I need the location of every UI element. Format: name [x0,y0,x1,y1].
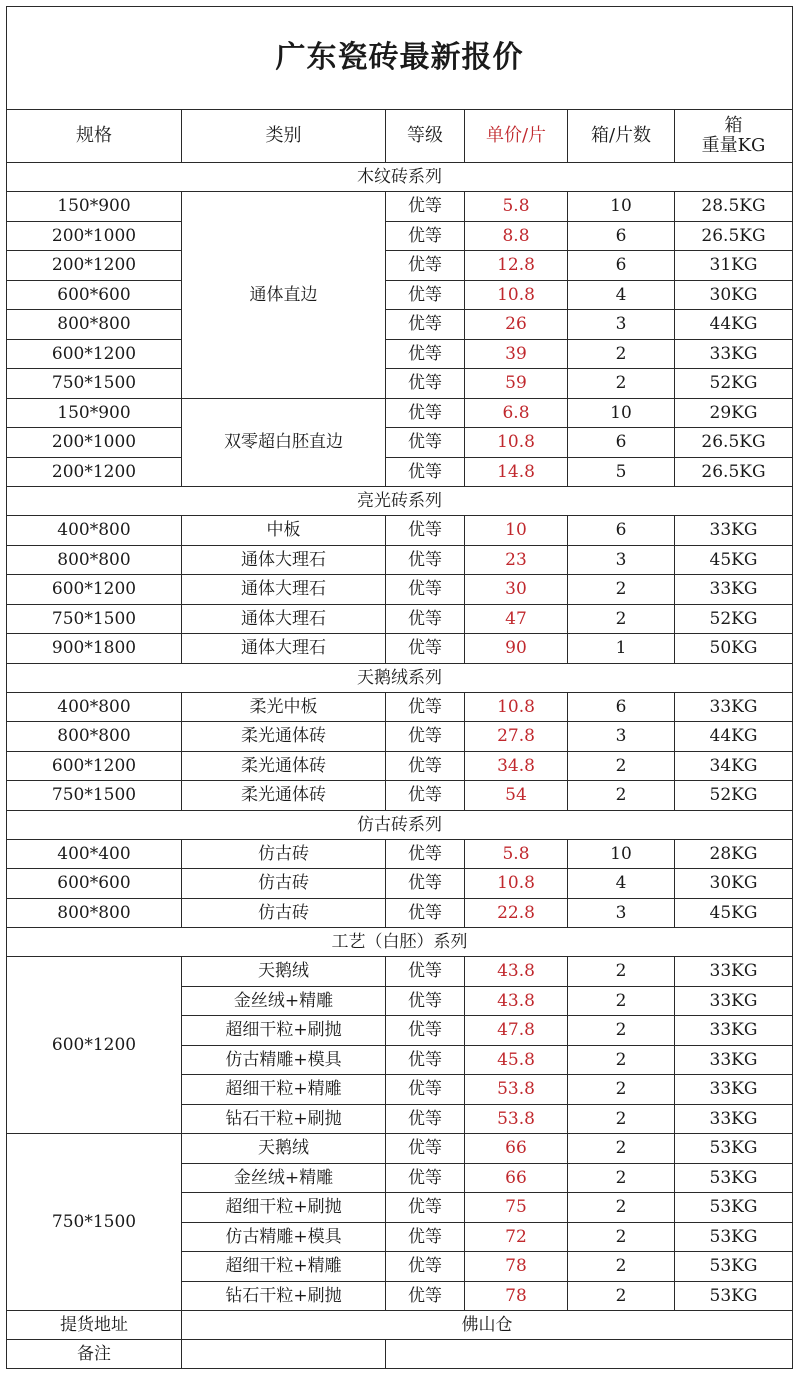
pieces-cell: 2 [568,1016,675,1046]
spec-cell: 800*800 [7,722,182,752]
price-cell: 45.8 [465,1045,568,1075]
section-title: 工艺（白胚）系列 [7,928,793,957]
price-cell: 23 [465,545,568,575]
price-cell: 47.8 [465,1016,568,1046]
header-box-weight-line1: 箱 [724,115,743,136]
table-row [7,339,793,369]
remarks-row [7,1340,793,1369]
weight-cell: 26.5KG [675,221,793,251]
weight-cell: 33KG [675,1104,793,1134]
section-title: 仿古砖系列 [7,810,793,839]
pieces-cell: 2 [568,369,675,399]
spec-cell: 600*600 [7,280,182,310]
grade-cell: 优等 [386,457,465,487]
price-cell: 30 [465,575,568,605]
section-row [7,810,793,839]
pieces-cell: 2 [568,781,675,811]
spec-cell: 800*800 [7,898,182,928]
pieces-cell: 3 [568,310,675,340]
section-title: 木纹砖系列 [7,163,793,192]
table-row [7,1134,793,1164]
category-cell: 柔光通体砖 [182,781,386,811]
grade-cell: 优等 [386,986,465,1016]
price-cell: 72 [465,1222,568,1252]
grade-cell: 优等 [386,369,465,399]
table-row [7,604,793,634]
weight-cell: 33KG [675,575,793,605]
spec-cell: 750*1500 [7,781,182,811]
weight-cell: 33KG [675,339,793,369]
price-cell: 39 [465,339,568,369]
price-cell: 22.8 [465,898,568,928]
weight-cell: 53KG [675,1252,793,1282]
price-cell: 47 [465,604,568,634]
category-cell: 超细干粒+刷抛 [182,1016,386,1046]
spec-cell: 800*800 [7,545,182,575]
spec-cell: 750*1500 [7,604,182,634]
category-cell: 柔光通体砖 [182,722,386,752]
weight-cell: 50KG [675,634,793,664]
table-row [7,898,793,928]
weight-cell: 45KG [675,898,793,928]
price-cell: 10.8 [465,869,568,899]
grade-cell: 优等 [386,634,465,664]
spec-cell: 600*1200 [7,339,182,369]
category-cell: 通体大理石 [182,604,386,634]
pieces-cell: 10 [568,192,675,222]
grade-cell: 优等 [386,1075,465,1105]
weight-cell: 53KG [675,1163,793,1193]
price-cell: 43.8 [465,986,568,1016]
spec-cell: 200*1200 [7,457,182,487]
price-cell: 6.8 [465,398,568,428]
table-row [7,545,793,575]
grade-cell: 优等 [386,428,465,458]
table-row [7,839,793,869]
price-cell: 14.8 [465,457,568,487]
category-cell: 仿古砖 [182,898,386,928]
pieces-cell: 2 [568,1045,675,1075]
spec-cell: 600*1200 [7,751,182,781]
pieces-cell: 3 [568,722,675,752]
grade-cell: 优等 [386,692,465,722]
grade-cell: 优等 [386,1134,465,1164]
category-cell: 通体大理石 [182,634,386,664]
table-row [7,192,793,222]
category-cell: 仿古精雕+模具 [182,1045,386,1075]
price-cell: 78 [465,1252,568,1282]
weight-cell: 26.5KG [675,457,793,487]
header-grade: 等级 [386,110,465,163]
section-title: 亮光砖系列 [7,487,793,516]
weight-cell: 44KG [675,310,793,340]
grade-cell: 优等 [386,310,465,340]
weight-cell: 29KG [675,398,793,428]
table-row [7,634,793,664]
header-box-weight-line2: 重量KG [701,135,766,156]
grade-cell: 优等 [386,339,465,369]
table-row [7,369,793,399]
price-cell: 53.8 [465,1075,568,1105]
pieces-cell: 4 [568,280,675,310]
header-row [7,110,793,163]
price-cell: 66 [465,1134,568,1164]
weight-cell: 53KG [675,1193,793,1223]
remarks-value-left [182,1340,386,1369]
pieces-cell: 6 [568,428,675,458]
header-unit-price: 单价/片 [465,110,568,163]
price-cell: 54 [465,781,568,811]
grade-cell: 优等 [386,1163,465,1193]
table-row [7,869,793,899]
spec-cell: 400*800 [7,692,182,722]
weight-cell: 33KG [675,516,793,546]
grade-cell: 优等 [386,1045,465,1075]
weight-cell: 52KG [675,369,793,399]
weight-cell: 53KG [675,1281,793,1311]
pickup-row [7,1311,793,1340]
grade-cell: 优等 [386,221,465,251]
price-cell: 53.8 [465,1104,568,1134]
price-cell: 27.8 [465,722,568,752]
price-sheet [6,6,792,1369]
grade-cell: 优等 [386,1222,465,1252]
header-category: 类别 [182,110,386,163]
category-cell: 仿古砖 [182,839,386,869]
pickup-value: 佛山仓 [182,1311,793,1340]
grade-cell: 优等 [386,781,465,811]
weight-cell: 33KG [675,692,793,722]
weight-cell: 52KG [675,604,793,634]
spec-cell: 600*600 [7,869,182,899]
section-title: 天鹅绒系列 [7,663,793,692]
pieces-cell: 2 [568,1075,675,1105]
price-cell: 10 [465,516,568,546]
table-row [7,221,793,251]
category-cell: 通体直边 [182,192,386,399]
pieces-cell: 2 [568,751,675,781]
price-cell: 10.8 [465,428,568,458]
category-cell: 通体大理石 [182,575,386,605]
weight-cell: 33KG [675,957,793,987]
spec-cell: 200*1000 [7,221,182,251]
grade-cell: 优等 [386,398,465,428]
grade-cell: 优等 [386,280,465,310]
section-row [7,487,793,516]
pieces-cell: 2 [568,1193,675,1223]
grade-cell: 优等 [386,869,465,899]
table-row [7,280,793,310]
spec-cell: 200*1000 [7,428,182,458]
pieces-cell: 2 [568,1252,675,1282]
grade-cell: 优等 [386,545,465,575]
spec-cell: 600*1200 [7,957,182,1134]
section-row [7,663,793,692]
grade-cell: 优等 [386,251,465,281]
category-cell: 柔光中板 [182,692,386,722]
pieces-cell: 6 [568,692,675,722]
category-cell: 超细干粒+精雕 [182,1252,386,1282]
section-row [7,928,793,957]
spec-cell: 750*1500 [7,369,182,399]
category-cell: 金丝绒+精雕 [182,986,386,1016]
weight-cell: 45KG [675,545,793,575]
pieces-cell: 2 [568,604,675,634]
pieces-cell: 2 [568,1222,675,1252]
price-cell: 75 [465,1193,568,1223]
pieces-cell: 2 [568,957,675,987]
pieces-cell: 2 [568,1134,675,1164]
spec-cell: 150*900 [7,192,182,222]
pieces-cell: 2 [568,986,675,1016]
weight-cell: 53KG [675,1134,793,1164]
spec-cell: 600*1200 [7,575,182,605]
pieces-cell: 3 [568,898,675,928]
grade-cell: 优等 [386,604,465,634]
header-pieces-per-box: 箱/片数 [568,110,675,163]
weight-cell: 33KG [675,1045,793,1075]
weight-cell: 33KG [675,986,793,1016]
category-cell: 天鹅绒 [182,1134,386,1164]
spec-cell: 400*800 [7,516,182,546]
pieces-cell: 2 [568,575,675,605]
grade-cell: 优等 [386,1193,465,1223]
price-cell: 26 [465,310,568,340]
price-cell: 59 [465,369,568,399]
spec-cell: 150*900 [7,398,182,428]
pieces-cell: 2 [568,1163,675,1193]
table-row [7,751,793,781]
category-cell: 天鹅绒 [182,957,386,987]
spec-cell: 750*1500 [7,1134,182,1311]
remarks-label: 备注 [7,1340,182,1369]
table-row [7,428,793,458]
pieces-cell: 6 [568,251,675,281]
grade-cell: 优等 [386,1252,465,1282]
table-row [7,457,793,487]
weight-cell: 30KG [675,869,793,899]
price-cell: 10.8 [465,280,568,310]
grade-cell: 优等 [386,722,465,752]
grade-cell: 优等 [386,898,465,928]
grade-cell: 优等 [386,1281,465,1311]
table-row [7,575,793,605]
table-row [7,781,793,811]
grade-cell: 优等 [386,839,465,869]
grade-cell: 优等 [386,516,465,546]
weight-cell: 28KG [675,839,793,869]
page-title: 广东瓷砖最新报价 [7,7,793,110]
price-cell: 12.8 [465,251,568,281]
spec-cell: 200*1200 [7,251,182,281]
spec-cell: 400*400 [7,839,182,869]
pieces-cell: 10 [568,839,675,869]
table-row [7,310,793,340]
weight-cell: 26.5KG [675,428,793,458]
pieces-cell: 10 [568,398,675,428]
category-cell: 中板 [182,516,386,546]
pieces-cell: 1 [568,634,675,664]
grade-cell: 优等 [386,751,465,781]
table-row [7,251,793,281]
pickup-label: 提货地址 [7,1311,182,1340]
category-cell: 金丝绒+精雕 [182,1163,386,1193]
weight-cell: 31KG [675,251,793,281]
weight-cell: 28.5KG [675,192,793,222]
category-cell: 超细干粒+刷抛 [182,1193,386,1223]
pieces-cell: 2 [568,1281,675,1311]
pieces-cell: 6 [568,221,675,251]
weight-cell: 34KG [675,751,793,781]
spec-cell: 800*800 [7,310,182,340]
price-cell: 43.8 [465,957,568,987]
category-cell: 仿古精雕+模具 [182,1222,386,1252]
table-row [7,957,793,987]
category-cell: 超细干粒+精雕 [182,1075,386,1105]
pieces-cell: 2 [568,1104,675,1134]
pieces-cell: 5 [568,457,675,487]
pieces-cell: 3 [568,545,675,575]
grade-cell: 优等 [386,957,465,987]
grade-cell: 优等 [386,1104,465,1134]
price-cell: 8.8 [465,221,568,251]
category-cell: 仿古砖 [182,869,386,899]
price-cell: 10.8 [465,692,568,722]
weight-cell: 53KG [675,1222,793,1252]
spec-cell: 900*1800 [7,634,182,664]
weight-cell: 44KG [675,722,793,752]
table-row [7,516,793,546]
price-cell: 34.8 [465,751,568,781]
price-cell: 5.8 [465,839,568,869]
pieces-cell: 2 [568,339,675,369]
grade-cell: 优等 [386,192,465,222]
pieces-cell: 4 [568,869,675,899]
category-cell: 钻石干粒+刷抛 [182,1104,386,1134]
weight-cell: 30KG [675,280,793,310]
price-cell: 78 [465,1281,568,1311]
header-box-weight [675,110,793,163]
category-cell: 通体大理石 [182,545,386,575]
weight-cell: 33KG [675,1016,793,1046]
category-cell: 双零超白胚直边 [182,398,386,487]
price-cell: 90 [465,634,568,664]
grade-cell: 优等 [386,1016,465,1046]
remarks-value [386,1340,793,1369]
weight-cell: 52KG [675,781,793,811]
price-table [6,6,793,1369]
weight-cell: 33KG [675,1075,793,1105]
table-row [7,692,793,722]
table-row [7,398,793,428]
header-spec: 规格 [7,110,182,163]
price-cell: 5.8 [465,192,568,222]
category-cell: 柔光通体砖 [182,751,386,781]
table-row [7,722,793,752]
pieces-cell: 6 [568,516,675,546]
section-row [7,163,793,192]
price-cell: 66 [465,1163,568,1193]
grade-cell: 优等 [386,575,465,605]
category-cell: 钻石干粒+刷抛 [182,1281,386,1311]
